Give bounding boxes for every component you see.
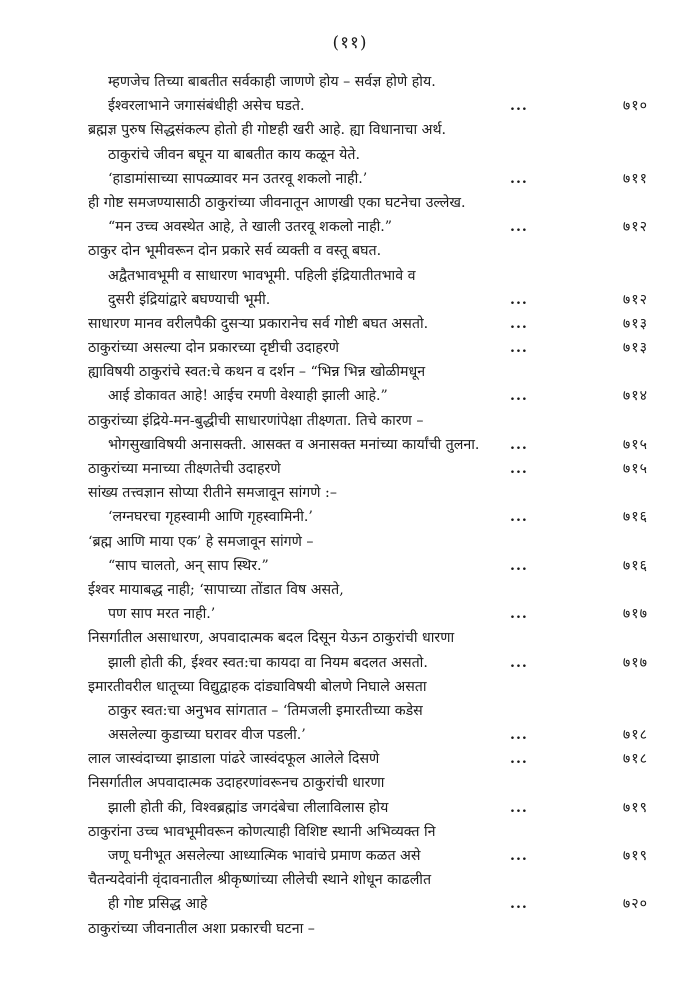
toc-entry-text: आई डोकावत आहे! आईच रमणी वेश्याही झाली आहे.” xyxy=(108,388,388,405)
toc-entry xyxy=(88,651,648,675)
toc-entry xyxy=(88,360,648,384)
toc-entry xyxy=(88,409,648,433)
toc-entry xyxy=(88,699,648,723)
toc-entry xyxy=(88,481,648,505)
toc-entry xyxy=(88,796,648,820)
toc-page-number: ७१८ xyxy=(622,751,648,768)
toc-page-number: ७२० xyxy=(622,896,648,913)
toc-entry xyxy=(88,578,648,602)
toc-entry-text: पण साप मरत नाही.’ xyxy=(108,606,216,623)
toc-entry xyxy=(88,336,648,360)
toc-leader-dots: ... xyxy=(510,896,528,913)
toc-entry xyxy=(88,312,648,336)
toc-entry xyxy=(88,215,648,239)
toc-leader-dots: ... xyxy=(510,848,528,864)
toc-page-number: ७१९ xyxy=(622,848,648,864)
toc-leader-dots: ... xyxy=(510,170,528,187)
toc-page-number: ७११ xyxy=(622,170,648,187)
toc-entry xyxy=(88,143,648,167)
toc-entry xyxy=(88,457,648,481)
toc-entry-text: ही गोष्ट समजण्यासाठी ठाकुरांच्या जीवनातून आणखी एका घटनेचा उल्लेख. xyxy=(88,194,466,211)
toc-page-number: ७१९ xyxy=(622,799,648,816)
toc-entry-text: ठाकुरांचे जीवन बघून या बाबतीत काय कळून येते. xyxy=(108,146,360,163)
toc-entry xyxy=(88,723,648,747)
toc-leader-dots: ... xyxy=(510,557,528,574)
toc-entry-text: लाल जास्वंदाच्या झाडाला पांढरे जास्वंदफूल आलेले दिसणे xyxy=(88,751,380,768)
toc-entry-text: ‘लग्नघरचा गृहस्वामी आणि गृहस्वामिनी.’ xyxy=(108,509,313,526)
toc-entry-text: ठाकुरांच्या मनाच्या तीक्ष्णतेची उदाहरणे xyxy=(88,461,281,477)
toc-entry xyxy=(88,554,648,578)
toc-entry-text: अद्वैतभावभूमी व साधारण भावभूमी. पहिली इंद्रियातीतभावे व xyxy=(108,267,416,284)
toc-page-number: ७१५ xyxy=(622,436,648,453)
toc-entry-text: ठाकुरांच्या इंद्रिये-मन-बुद्धीची साधारणांपेक्षा तीक्ष्णता. तिचे कारण – xyxy=(88,412,424,429)
toc-entry xyxy=(88,602,648,626)
toc-entry-text: ठाकुरांच्या जीवनातील अशा प्रकारची घटना – xyxy=(88,920,315,937)
toc-page-number: ७१२ xyxy=(622,219,648,236)
toc-entry-text: ब्रह्मज्ञ पुरुष सिद्धसंकल्प होतो ही गोष्टही खरी आहे. ह्या विधानाचा अर्थ. xyxy=(88,122,447,139)
toc-entry-text: निसर्गातील अपवादात्मक उदाहरणांवरूनच ठाकुरांची धारणा xyxy=(88,775,385,792)
toc-entry-text: ‘हाडामांसाच्या सापळ्यावर मन उतरवू शकलो नाही.’ xyxy=(108,170,368,187)
toc-entry xyxy=(88,384,648,408)
toc-entry-text: ठाकुरांना उच्च भावभूमीवरून कोणत्याही विशिष्ट स्थानी अभिव्यक्त नि xyxy=(88,823,436,840)
toc-entry xyxy=(88,239,648,263)
toc-entry xyxy=(88,433,648,457)
toc-entry xyxy=(88,820,648,844)
toc-leader-dots: ... xyxy=(510,751,528,768)
toc-page-number: ७१० xyxy=(622,98,648,115)
toc-entry-text: ह्याविषयी ठाकुरांचे स्वत:चे कथन व दर्शन – “भिन्न भिन्न खोळीमधून xyxy=(88,364,426,381)
page-number: (११) xyxy=(332,33,368,53)
toc-entry-text: चैतन्यदेवांनी वृंदावनातील श्रीकृष्णांच्या लीलेची स्थाने शोधून काढलीत xyxy=(88,872,432,889)
toc-entry-text: भोगसुखाविषयी अनासक्ती. आसक्त व अनासक्त मनांच्या कार्यांची तुलना. xyxy=(108,436,480,453)
toc-entry-text: साधारण मानव वरीलपैकी दुसऱ्या प्रकारानेच सर्व गोष्टी बघत असतो. xyxy=(88,315,429,332)
toc-page-number: ७१८ xyxy=(622,727,648,744)
toc-page-number: ७१३ xyxy=(622,340,648,357)
toc-entry xyxy=(88,167,648,191)
toc-page-number: ७१७ xyxy=(622,606,648,623)
toc-page-number: ७१५ xyxy=(622,461,648,477)
toc-entry xyxy=(88,288,648,312)
toc-entry-text: “साप चालतो, अन् साप स्थिर.” xyxy=(108,557,269,574)
toc-entry xyxy=(88,844,648,868)
toc-leader-dots: ... xyxy=(510,219,528,236)
toc-entry xyxy=(88,118,648,142)
toc-entry-text: म्हणजेच तिच्या बाबतीत सर्वकाही जाणणे होय – सर्वज्ञ होणे होय. xyxy=(108,74,436,90)
toc-entry-text: ठाकुर दोन भूमीवरून दोन प्रकारे सर्व व्यक्ती व वस्तू बघत. xyxy=(88,243,382,260)
toc-entry-text: ठाकुर स्वत:चा अनुभव सांगतात – ‘तिमजली इमारतीच्या कडेस xyxy=(108,702,423,719)
toc-leader-dots: ... xyxy=(510,315,528,332)
toc-entry xyxy=(88,94,648,118)
toc-entry-text: सांख्य तत्त्वज्ञान सोप्या रीतीने समजावून सांगणे :– xyxy=(88,485,337,502)
toc-entry-text: ईश्वरलाभाने जगासंबंधीही असेच घडते. xyxy=(108,98,305,115)
toc-entry xyxy=(88,264,648,288)
toc-entry xyxy=(88,771,648,795)
toc-entry-text: दुसरी इंद्रियांद्वारे बघण्याची भूमी. xyxy=(108,291,271,308)
toc-entry-text: निसर्गातील असाधारण, अपवादात्मक बदल दिसून येऊन ठाकुरांची धारणा xyxy=(88,630,455,647)
toc-leader-dots: ... xyxy=(510,606,528,623)
toc-page-number: ७१६ xyxy=(622,557,648,574)
toc-entry-text: ‘ब्रह्म आणि माया एक’ हे समजावून सांगणे – xyxy=(88,533,314,550)
toc-entry-text: इमारतीवरील धातूच्या विद्युद्वाहक दांड्याविषयी बोलणे निघाले असता xyxy=(88,678,427,695)
toc-entry xyxy=(88,626,648,650)
toc-entry xyxy=(88,530,648,554)
toc-leader-dots: ... xyxy=(510,291,528,308)
toc-leader-dots: ... xyxy=(510,436,528,453)
toc-entry-text: झाली होती की, ईश्वर स्वत:चा कायदा वा नियम बदलत असतो. xyxy=(108,654,428,671)
toc-page-number: ७१६ xyxy=(622,509,648,526)
toc-leader-dots: ... xyxy=(510,654,528,671)
toc-entry xyxy=(88,892,648,916)
toc-entry xyxy=(88,505,648,529)
toc-leader-dots: ... xyxy=(510,727,528,744)
toc-page-number: ७१२ xyxy=(622,291,648,308)
toc-entry xyxy=(88,675,648,699)
toc-entry xyxy=(88,70,648,94)
toc-entry xyxy=(88,917,648,941)
toc-entry-text: जणू घनीभूत असलेल्या आध्यात्मिक भावांचे प्रमाण कळत असे xyxy=(108,848,421,864)
toc-page-number: ७१४ xyxy=(622,388,648,405)
toc-leader-dots: ... xyxy=(510,388,528,405)
table-of-contents xyxy=(88,70,648,941)
toc-page-number: ७१३ xyxy=(622,315,648,332)
toc-entry xyxy=(88,868,648,892)
toc-entry xyxy=(88,191,648,215)
toc-leader-dots: ... xyxy=(510,799,528,816)
toc-page-number: ७१७ xyxy=(622,654,648,671)
toc-entry xyxy=(88,747,648,771)
toc-leader-dots: ... xyxy=(510,509,528,526)
toc-leader-dots: ... xyxy=(510,461,528,477)
toc-leader-dots: ... xyxy=(510,98,528,115)
toc-entry-text: झाली होती की, विश्वब्रह्मांड जगदंबेचा लीलाविलास होय xyxy=(108,799,389,816)
toc-entry-text: “मन उच्च अवस्थेत आहे, ते खाली उतरवू शकलो नाही.” xyxy=(108,219,393,236)
toc-leader-dots: ... xyxy=(510,340,528,357)
toc-entry-text: ईश्वर मायाबद्ध नाही; ‘सापाच्या तोंडात विष असते, xyxy=(88,581,344,598)
toc-entry-text: ही गोष्ट प्रसिद्ध आहे xyxy=(108,896,208,913)
toc-entry-text: असलेल्या कुडाच्या घरावर वीज पडली.’ xyxy=(108,727,306,744)
toc-entry-text: ठाकुरांच्या असल्या दोन प्रकारच्या दृष्टीची उदाहरणे xyxy=(88,340,339,357)
